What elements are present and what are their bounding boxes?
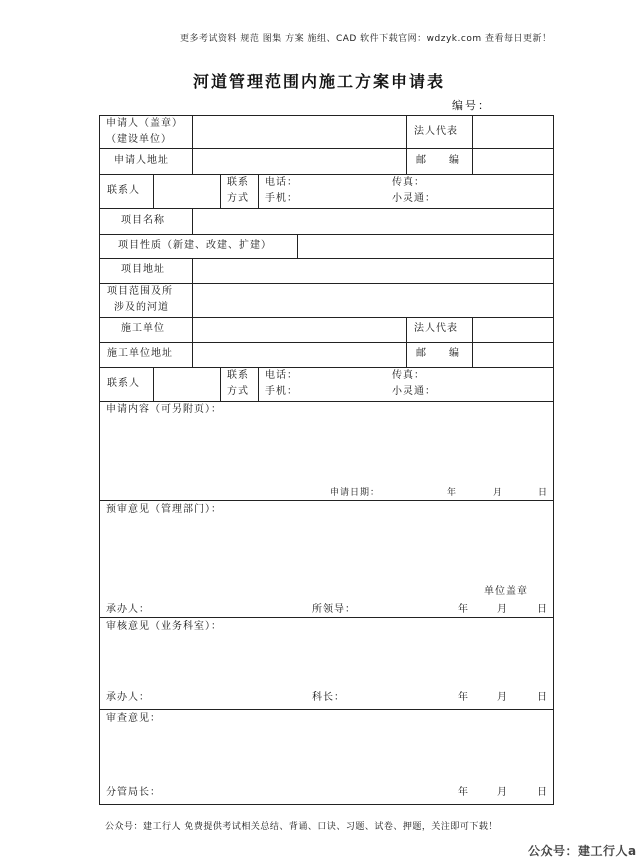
top-note: 更多考试资料 规范 图集 方案 施组、CAD 软件下载官网：wdzyk.com 查看每日更新！ [180,34,552,44]
applicant-address-input[interactable] [193,149,405,174]
approval-label: 审查意见： [106,713,161,724]
unit-seal-label: 单位盖章 [484,586,528,597]
applicant-postcode-input[interactable] [473,149,552,174]
contractor-unit-input[interactable] [193,318,405,342]
pre-review-input[interactable] [101,518,551,582]
project-nature-input[interactable] [298,235,552,258]
project-name-input[interactable] [193,209,552,234]
contractor-postcode-input[interactable] [473,343,552,367]
col-line [258,367,259,401]
contractor-mobile-label: 手机： [265,386,298,397]
table-border-bottom [99,804,554,805]
review-handler-label: 承办人： [106,692,150,703]
apply-date-label: 申请日期： [330,488,381,498]
applicant-contact-method-label: 联系 [227,177,249,188]
contractor-phone-label: 电话： [265,370,298,381]
project-location-input[interactable] [193,259,552,283]
pre-review-year: 年 [458,604,469,615]
project-scope-input[interactable] [193,284,552,317]
approval-year: 年 [458,787,469,798]
row-line [99,401,554,402]
contractor-contact-method-label: 联系 [227,370,249,381]
applicant-contact-method-label-sub: 方式 [227,193,249,204]
applicant-postcode-label: 邮 编 [416,155,460,166]
pre-review-month: 月 [497,604,508,615]
applicant-mobile-label: 手机： [265,193,298,204]
col-line [406,115,407,174]
contractor-address-input[interactable] [193,343,405,367]
pre-review-label: 预审意见（管理部门）： [106,504,222,515]
review-section-chief-label: 科长： [312,692,345,703]
row-line [99,709,554,710]
contractor-fax-label: 传真： [392,370,425,381]
approval-month: 月 [497,787,508,798]
apply-date-month: 月 [493,488,504,498]
applicant-label: 申请人（盖章） [106,118,183,129]
contractor-legal-rep-label: 法人代表 [414,323,458,334]
col-line [258,174,259,208]
review-label: 审核意见（业务科室）： [106,621,222,632]
contractor-unit-label: 施工单位 [121,323,165,334]
apply-date-year: 年 [447,488,458,498]
applicant-phone-label: 电话： [265,177,298,188]
pre-review-leader-label: 所领导： [312,604,356,615]
pre-review-day: 日 [537,604,548,615]
project-location-label: 项目地址 [121,264,165,275]
table-border-left [99,115,100,805]
apply-date-day: 日 [538,488,549,498]
applicant-contact-person-label: 联系人 [107,185,140,196]
review-input[interactable] [101,636,551,688]
serial-number-label: 编号： [452,99,491,112]
contractor-address-label: 施工单位地址 [107,348,173,359]
form-title: 河道管理范围内施工方案申请表 [192,72,445,91]
col-line [220,174,221,208]
project-nature-label: 项目性质（新建、改建、扩建） [118,240,272,251]
review-month: 月 [497,692,508,703]
contractor-pager-label: 小灵通： [392,386,436,397]
table-border-right [553,115,554,805]
contractor-contact-person-label: 联系人 [107,378,140,389]
contractor-legal-rep-input[interactable] [473,318,552,342]
applicant-legal-rep-label: 法人代表 [414,126,458,137]
application-content-input[interactable] [101,418,551,482]
project-name-label: 项目名称 [121,215,165,226]
applicant-contact-person-input[interactable] [154,175,219,208]
applicant-pager-label: 小灵通： [392,193,436,204]
applicant-address-label: 申请人地址 [114,155,169,166]
approval-input[interactable] [101,728,551,784]
col-line [406,317,407,367]
review-year: 年 [458,692,469,703]
contractor-postcode-label: 邮 编 [416,348,460,359]
project-scope-label: 项目范围及所 [107,286,173,297]
application-content-label: 申请内容（可另附页）： [106,404,222,415]
contractor-contact-method-label-sub: 方式 [227,386,249,397]
row-line [99,500,554,501]
deputy-director-label: 分管局长： [106,787,161,798]
approval-day: 日 [537,787,548,798]
watermark: 公众号：建工行人a [528,844,637,858]
project-scope-label-sub: 涉及的河道 [114,302,169,313]
applicant-fax-label: 传真： [392,177,425,188]
review-day: 日 [537,692,548,703]
applicant-legal-rep-input[interactable] [473,116,552,148]
pre-review-handler-label: 承办人： [106,604,150,615]
row-line [99,617,554,618]
contractor-contact-person-input[interactable] [154,368,219,401]
footer-note: 公众号：建工行人 免费提供考试相关总结、背诵、口诀、习题、试卷、押题，关注即可下载！ [105,822,498,832]
applicant-label-sub: （建设单位） [106,134,172,145]
applicant-input[interactable] [193,116,405,148]
col-line [220,367,221,401]
